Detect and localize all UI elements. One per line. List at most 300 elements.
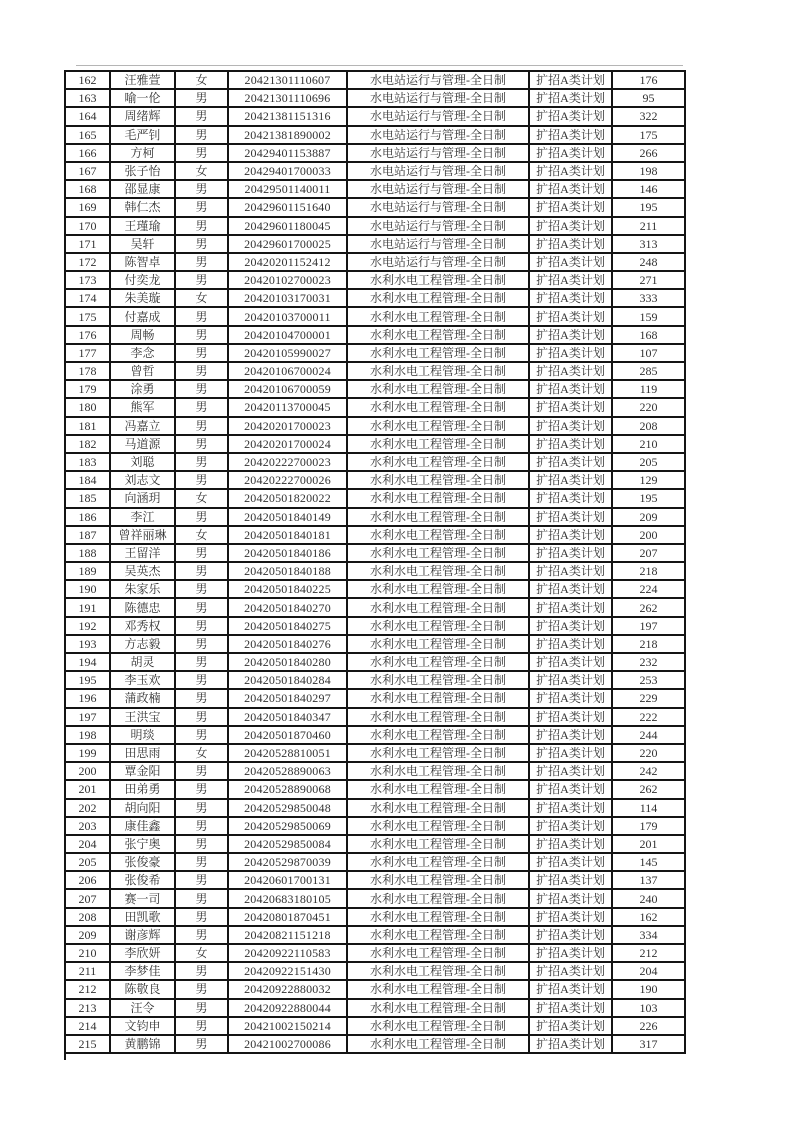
exam-number-cell: 20420501840270	[228, 598, 347, 616]
exam-number-cell: 20429601151640	[228, 198, 347, 216]
table-row	[65, 544, 685, 562]
major-cell: 水利水电工程管理-全日制	[347, 944, 529, 962]
gender-cell: 男	[175, 653, 228, 671]
score-cell: 262	[612, 780, 685, 798]
plan-category-cell: 扩招A类计划	[529, 962, 612, 980]
gender-cell: 男	[175, 799, 228, 817]
name-cell: 李玉欢	[110, 671, 175, 689]
name-cell: 朱家乐	[110, 580, 175, 598]
score-cell: 159	[612, 307, 685, 325]
major-cell: 水利水电工程管理-全日制	[347, 326, 529, 344]
major-cell: 水利水电工程管理-全日制	[347, 799, 529, 817]
score-cell: 114	[612, 799, 685, 817]
major-cell: 水利水电工程管理-全日制	[347, 526, 529, 544]
exam-number-cell: 20429601700025	[228, 235, 347, 253]
score-cell: 168	[612, 326, 685, 344]
major-cell: 水利水电工程管理-全日制	[347, 689, 529, 707]
plan-category-cell: 扩招A类计划	[529, 471, 612, 489]
serial-number-cell: 198	[65, 726, 110, 744]
plan-category-cell: 扩招A类计划	[529, 944, 612, 962]
plan-category-cell: 扩招A类计划	[529, 89, 612, 107]
gender-cell: 男	[175, 562, 228, 580]
gender-cell: 女	[175, 526, 228, 544]
plan-category-cell: 扩招A类计划	[529, 362, 612, 380]
score-cell: 229	[612, 689, 685, 707]
gender-cell: 男	[175, 926, 228, 944]
major-cell: 水电站运行与管理-全日制	[347, 71, 529, 89]
score-cell: 137	[612, 871, 685, 889]
gender-cell: 男	[175, 398, 228, 416]
exam-number-cell: 20420103170031	[228, 289, 347, 307]
major-cell: 水利水电工程管理-全日制	[347, 508, 529, 526]
gender-cell: 男	[175, 689, 228, 707]
gender-cell: 男	[175, 126, 228, 144]
table-row	[65, 344, 685, 362]
table-row	[65, 689, 685, 707]
name-cell: 田思雨	[110, 744, 175, 762]
major-cell: 水利水电工程管理-全日制	[347, 453, 529, 471]
name-cell: 刘聪	[110, 453, 175, 471]
score-cell: 262	[612, 598, 685, 616]
major-cell: 水利水电工程管理-全日制	[347, 780, 529, 798]
table-row	[65, 107, 685, 125]
table-row	[65, 180, 685, 198]
score-cell: 195	[612, 198, 685, 216]
serial-number-cell: 189	[65, 562, 110, 580]
plan-category-cell: 扩招A类计划	[529, 689, 612, 707]
gender-cell: 男	[175, 471, 228, 489]
exam-number-cell: 20420529850069	[228, 817, 347, 835]
major-cell: 水利水电工程管理-全日制	[347, 708, 529, 726]
score-cell: 224	[612, 580, 685, 598]
name-cell: 熊军	[110, 398, 175, 416]
gender-cell: 男	[175, 89, 228, 107]
gender-cell: 男	[175, 726, 228, 744]
name-cell: 吴轩	[110, 235, 175, 253]
plan-category-cell: 扩招A类计划	[529, 980, 612, 998]
name-cell: 张俊豪	[110, 853, 175, 871]
serial-number-cell: 170	[65, 217, 110, 235]
name-cell: 邓秀权	[110, 617, 175, 635]
gender-cell: 男	[175, 453, 228, 471]
table-row	[65, 89, 685, 107]
score-cell: 146	[612, 180, 685, 198]
gender-cell: 男	[175, 908, 228, 926]
serial-number-cell: 215	[65, 1035, 110, 1053]
serial-number-cell: 175	[65, 307, 110, 325]
name-cell: 周畅	[110, 326, 175, 344]
exam-number-cell: 20420922110583	[228, 944, 347, 962]
name-cell: 康佳鑫	[110, 817, 175, 835]
plan-category-cell: 扩招A类计划	[529, 780, 612, 798]
gender-cell: 男	[175, 217, 228, 235]
serial-number-cell: 184	[65, 471, 110, 489]
score-cell: 129	[612, 471, 685, 489]
name-cell: 马道源	[110, 435, 175, 453]
gender-cell: 男	[175, 180, 228, 198]
table-row	[65, 889, 685, 907]
plan-category-cell: 扩招A类计划	[529, 598, 612, 616]
table-row	[65, 1017, 685, 1035]
serial-number-cell: 163	[65, 89, 110, 107]
name-cell: 朱美璇	[110, 289, 175, 307]
plan-category-cell: 扩招A类计划	[529, 289, 612, 307]
plan-category-cell: 扩招A类计划	[529, 762, 612, 780]
exam-number-cell: 20420529850084	[228, 835, 347, 853]
name-cell: 李欣妍	[110, 944, 175, 962]
major-cell: 水利水电工程管理-全日制	[347, 580, 529, 598]
exam-number-cell: 20420102700023	[228, 271, 347, 289]
plan-category-cell: 扩招A类计划	[529, 417, 612, 435]
name-cell: 方志毅	[110, 635, 175, 653]
major-cell: 水利水电工程管理-全日制	[347, 598, 529, 616]
gender-cell: 男	[175, 980, 228, 998]
exam-number-cell: 20420683180105	[228, 889, 347, 907]
score-cell: 253	[612, 671, 685, 689]
table-row	[65, 944, 685, 962]
serial-number-cell: 200	[65, 762, 110, 780]
major-cell: 水利水电工程管理-全日制	[347, 926, 529, 944]
exam-number-cell: 20420222700026	[228, 471, 347, 489]
plan-category-cell: 扩招A类计划	[529, 271, 612, 289]
serial-number-cell: 176	[65, 326, 110, 344]
serial-number-cell: 166	[65, 144, 110, 162]
name-cell: 文钧申	[110, 1017, 175, 1035]
plan-category-cell: 扩招A类计划	[529, 562, 612, 580]
name-cell: 付嘉成	[110, 307, 175, 325]
table-row	[65, 780, 685, 798]
gender-cell: 男	[175, 817, 228, 835]
major-cell: 水利水电工程管理-全日制	[347, 999, 529, 1017]
plan-category-cell: 扩招A类计划	[529, 544, 612, 562]
major-cell: 水利水电工程管理-全日制	[347, 471, 529, 489]
table-row	[65, 871, 685, 889]
serial-number-cell: 201	[65, 780, 110, 798]
major-cell: 水利水电工程管理-全日制	[347, 344, 529, 362]
serial-number-cell: 209	[65, 926, 110, 944]
exam-number-cell: 20420501840149	[228, 508, 347, 526]
name-cell: 赛一司	[110, 889, 175, 907]
admission-score-table	[64, 70, 686, 1054]
table-row	[65, 162, 685, 180]
name-cell: 覃金阳	[110, 762, 175, 780]
plan-category-cell: 扩招A类计划	[529, 398, 612, 416]
gender-cell: 男	[175, 617, 228, 635]
score-cell: 145	[612, 853, 685, 871]
exam-number-cell: 20420201700024	[228, 435, 347, 453]
score-cell: 313	[612, 235, 685, 253]
exam-number-cell: 20421301110696	[228, 89, 347, 107]
score-cell: 317	[612, 1035, 685, 1053]
name-cell: 蒲政楠	[110, 689, 175, 707]
major-cell: 水利水电工程管理-全日制	[347, 489, 529, 507]
serial-number-cell: 208	[65, 908, 110, 926]
table-row	[65, 708, 685, 726]
plan-category-cell: 扩招A类计划	[529, 817, 612, 835]
major-cell: 水利水电工程管理-全日制	[347, 435, 529, 453]
table-row	[65, 817, 685, 835]
exam-number-cell: 20420528890068	[228, 780, 347, 798]
exam-number-cell: 20420529870039	[228, 853, 347, 871]
plan-category-cell: 扩招A类计划	[529, 526, 612, 544]
serial-number-cell: 179	[65, 380, 110, 398]
score-cell: 248	[612, 253, 685, 271]
major-cell: 水利水电工程管理-全日制	[347, 544, 529, 562]
serial-number-cell: 192	[65, 617, 110, 635]
major-cell: 水电站运行与管理-全日制	[347, 235, 529, 253]
name-cell: 毛严钊	[110, 126, 175, 144]
score-cell: 244	[612, 726, 685, 744]
serial-number-cell: 203	[65, 817, 110, 835]
serial-number-cell: 205	[65, 853, 110, 871]
score-cell: 195	[612, 489, 685, 507]
serial-number-cell: 202	[65, 799, 110, 817]
gender-cell: 男	[175, 780, 228, 798]
exam-number-cell: 20420501840188	[228, 562, 347, 580]
exam-number-cell: 20421002700086	[228, 1035, 347, 1053]
exam-number-cell: 20420922151430	[228, 962, 347, 980]
score-cell: 200	[612, 526, 685, 544]
serial-number-cell: 162	[65, 71, 110, 89]
plan-category-cell: 扩招A类计划	[529, 217, 612, 235]
exam-number-cell: 20420501840347	[228, 708, 347, 726]
plan-category-cell: 扩招A类计划	[529, 180, 612, 198]
gender-cell: 男	[175, 708, 228, 726]
table-row	[65, 253, 685, 271]
major-cell: 水利水电工程管理-全日制	[347, 762, 529, 780]
score-cell: 218	[612, 562, 685, 580]
table-row	[65, 635, 685, 653]
table-row	[65, 435, 685, 453]
name-cell: 方柯	[110, 144, 175, 162]
score-cell: 175	[612, 126, 685, 144]
major-cell: 水利水电工程管理-全日制	[347, 653, 529, 671]
table-row	[65, 744, 685, 762]
exam-number-cell: 20420922880032	[228, 980, 347, 998]
plan-category-cell: 扩招A类计划	[529, 489, 612, 507]
major-cell: 水利水电工程管理-全日制	[347, 744, 529, 762]
score-cell: 95	[612, 89, 685, 107]
gender-cell: 女	[175, 944, 228, 962]
score-cell: 205	[612, 453, 685, 471]
name-cell: 吴英杰	[110, 562, 175, 580]
exam-number-cell: 20420529850048	[228, 799, 347, 817]
table-row	[65, 398, 685, 416]
plan-category-cell: 扩招A类计划	[529, 635, 612, 653]
score-cell: 226	[612, 1017, 685, 1035]
gender-cell: 男	[175, 326, 228, 344]
serial-number-cell: 181	[65, 417, 110, 435]
serial-number-cell: 195	[65, 671, 110, 689]
name-cell: 李念	[110, 344, 175, 362]
gender-cell: 女	[175, 744, 228, 762]
name-cell: 王洪宝	[110, 708, 175, 726]
plan-category-cell: 扩招A类计划	[529, 653, 612, 671]
major-cell: 水电站运行与管理-全日制	[347, 253, 529, 271]
gender-cell: 男	[175, 107, 228, 125]
major-cell: 水利水电工程管理-全日制	[347, 962, 529, 980]
exam-number-cell: 20420105990027	[228, 344, 347, 362]
serial-number-cell: 212	[65, 980, 110, 998]
table-row	[65, 562, 685, 580]
name-cell: 汪雅萱	[110, 71, 175, 89]
exam-number-cell: 20420501840276	[228, 635, 347, 653]
serial-number-cell: 169	[65, 198, 110, 216]
score-cell: 334	[612, 926, 685, 944]
table-row	[65, 271, 685, 289]
major-cell: 水利水电工程管理-全日制	[347, 853, 529, 871]
plan-category-cell: 扩招A类计划	[529, 889, 612, 907]
gender-cell: 女	[175, 162, 228, 180]
major-cell: 水电站运行与管理-全日制	[347, 107, 529, 125]
gender-cell: 男	[175, 380, 228, 398]
serial-number-cell: 167	[65, 162, 110, 180]
plan-category-cell: 扩招A类计划	[529, 198, 612, 216]
plan-category-cell: 扩招A类计划	[529, 617, 612, 635]
exam-number-cell: 20420106700059	[228, 380, 347, 398]
table-row	[65, 198, 685, 216]
score-cell: 103	[612, 999, 685, 1017]
score-cell: 207	[612, 544, 685, 562]
serial-number-cell: 206	[65, 871, 110, 889]
name-cell: 胡向阳	[110, 799, 175, 817]
plan-category-cell: 扩招A类计划	[529, 1035, 612, 1053]
score-cell: 220	[612, 744, 685, 762]
serial-number-cell: 199	[65, 744, 110, 762]
gender-cell: 男	[175, 198, 228, 216]
name-cell: 谢彦辉	[110, 926, 175, 944]
score-cell: 162	[612, 908, 685, 926]
serial-number-cell: 191	[65, 598, 110, 616]
plan-category-cell: 扩招A类计划	[529, 871, 612, 889]
plan-category-cell: 扩招A类计划	[529, 908, 612, 926]
table-row	[65, 471, 685, 489]
serial-number-cell: 164	[65, 107, 110, 125]
score-cell: 222	[612, 708, 685, 726]
major-cell: 水利水电工程管理-全日制	[347, 871, 529, 889]
table-row	[65, 526, 685, 544]
table-row	[65, 835, 685, 853]
gender-cell: 男	[175, 307, 228, 325]
major-cell: 水利水电工程管理-全日制	[347, 835, 529, 853]
major-cell: 水利水电工程管理-全日制	[347, 671, 529, 689]
table-row	[65, 980, 685, 998]
exam-number-cell: 20420201700023	[228, 417, 347, 435]
score-cell: 107	[612, 344, 685, 362]
score-cell: 210	[612, 435, 685, 453]
exam-number-cell: 20420501840275	[228, 617, 347, 635]
plan-category-cell: 扩招A类计划	[529, 799, 612, 817]
table-row	[65, 144, 685, 162]
major-cell: 水利水电工程管理-全日制	[347, 380, 529, 398]
major-cell: 水利水电工程管理-全日制	[347, 362, 529, 380]
gender-cell: 男	[175, 271, 228, 289]
table-row	[65, 508, 685, 526]
score-cell: 198	[612, 162, 685, 180]
major-cell: 水利水电工程管理-全日制	[347, 417, 529, 435]
major-cell: 水利水电工程管理-全日制	[347, 1035, 529, 1053]
gender-cell: 男	[175, 853, 228, 871]
major-cell: 水利水电工程管理-全日制	[347, 307, 529, 325]
plan-category-cell: 扩招A类计划	[529, 126, 612, 144]
serial-number-cell: 185	[65, 489, 110, 507]
table-row	[65, 726, 685, 744]
serial-number-cell: 210	[65, 944, 110, 962]
gender-cell: 男	[175, 144, 228, 162]
name-cell: 冯嘉立	[110, 417, 175, 435]
score-cell: 212	[612, 944, 685, 962]
serial-number-cell: 168	[65, 180, 110, 198]
name-cell: 田凯歌	[110, 908, 175, 926]
name-cell: 汪令	[110, 999, 175, 1017]
score-cell: 333	[612, 289, 685, 307]
gender-cell: 男	[175, 253, 228, 271]
serial-number-cell: 213	[65, 999, 110, 1017]
plan-category-cell: 扩招A类计划	[529, 162, 612, 180]
exam-number-cell: 20421002150214	[228, 1017, 347, 1035]
serial-number-cell: 214	[65, 1017, 110, 1035]
plan-category-cell: 扩招A类计划	[529, 71, 612, 89]
exam-number-cell: 20420501840280	[228, 653, 347, 671]
plan-category-cell: 扩招A类计划	[529, 835, 612, 853]
exam-number-cell: 20420104700001	[228, 326, 347, 344]
plan-category-cell: 扩招A类计划	[529, 253, 612, 271]
name-cell: 王留洋	[110, 544, 175, 562]
name-cell: 付奕龙	[110, 271, 175, 289]
gender-cell: 男	[175, 1017, 228, 1035]
major-cell: 水利水电工程管理-全日制	[347, 398, 529, 416]
table-row	[65, 417, 685, 435]
name-cell: 张俊希	[110, 871, 175, 889]
exam-number-cell: 20421381151316	[228, 107, 347, 125]
exam-number-cell: 20429501140011	[228, 180, 347, 198]
score-cell: 242	[612, 762, 685, 780]
table-row	[65, 489, 685, 507]
serial-number-cell: 207	[65, 889, 110, 907]
exam-number-cell: 20429401700033	[228, 162, 347, 180]
exam-number-cell: 20420501840186	[228, 544, 347, 562]
exam-number-cell: 20420528890063	[228, 762, 347, 780]
plan-category-cell: 扩招A类计划	[529, 999, 612, 1017]
exam-number-cell: 20420501840181	[228, 526, 347, 544]
serial-number-cell: 194	[65, 653, 110, 671]
serial-number-cell: 182	[65, 435, 110, 453]
exam-number-cell: 20420922880044	[228, 999, 347, 1017]
table-row	[65, 671, 685, 689]
score-cell: 204	[612, 962, 685, 980]
score-cell: 119	[612, 380, 685, 398]
exam-number-cell: 20420501840284	[228, 671, 347, 689]
plan-category-cell: 扩招A类计划	[529, 671, 612, 689]
serial-number-cell: 174	[65, 289, 110, 307]
name-cell: 陈智卓	[110, 253, 175, 271]
gender-cell: 男	[175, 362, 228, 380]
name-cell: 喻一伦	[110, 89, 175, 107]
major-cell: 水利水电工程管理-全日制	[347, 726, 529, 744]
table-row	[65, 962, 685, 980]
serial-number-cell: 196	[65, 689, 110, 707]
table-row	[65, 908, 685, 926]
name-cell: 王瑾瑜	[110, 217, 175, 235]
gender-cell: 男	[175, 1035, 228, 1053]
exam-number-cell: 20420801870451	[228, 908, 347, 926]
plan-category-cell: 扩招A类计划	[529, 344, 612, 362]
table-row	[65, 217, 685, 235]
score-cell: 211	[612, 217, 685, 235]
serial-number-cell: 178	[65, 362, 110, 380]
table-row	[65, 762, 685, 780]
plan-category-cell: 扩招A类计划	[529, 853, 612, 871]
